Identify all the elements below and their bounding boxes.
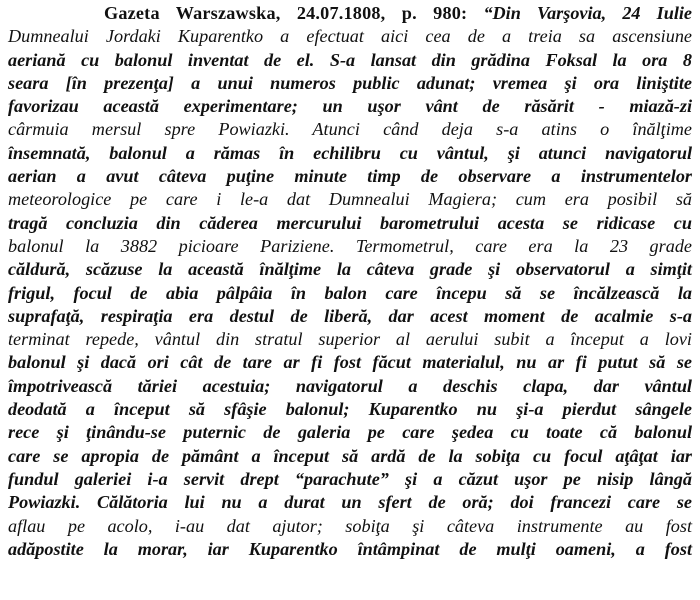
text-line: deodată a început să sfâşie balonul; Kuparentko nu şi-a pierdut sângele	[8, 399, 692, 420]
text-line: căldură, scăzuse la această înălţime la câteva grade şi observatorul a simţit	[8, 259, 692, 280]
text-line: cârmuia mersul spre Powiazki. Atunci când deja s-a atins o înălţime	[8, 119, 692, 140]
text-line: balonul şi dacă ori cât de tare ar fi fost făcut materialul, nu ar fi putut să se	[8, 352, 692, 373]
text-line: care se apropia de pământ a început să ardă de la sobiţa cu focul aţâţat iar	[8, 445, 692, 466]
text-line: adăpostite la morar, iar Kuparentko întâmpinat de mulţi oameni, a fost	[8, 538, 692, 559]
citation-source: Gazeta Warszawska, 24.07.1808, p. 980:	[104, 3, 468, 23]
text-line: fundul galeriei i-a servit drept “parachute” şi a căzut uşor pe nisip lângă	[8, 468, 692, 489]
text-line: Powiazki. Călătoria lui nu a durat un sfert de oră; doi francezi care se	[8, 492, 692, 513]
text-line: balonul la 3882 picioare Pariziene. Termometrul, care era la 23 grade	[8, 235, 692, 256]
text-line: Dumnealui Jordaki Kuparentko a efectuat aici cea de a treia sa ascensiune	[8, 26, 692, 47]
text-line: frigul, focul de abia pâlpâia în balon care începu să se încălzească la	[8, 282, 692, 303]
document-heading-line	[8, 2, 692, 25]
text-line: rece şi ţinându-se puternic de galeria pe care şedea cu toate că balonul	[8, 422, 692, 443]
text-line: tragă concluzia din căderea mercurului barometrului acesta se ridicase cu	[8, 212, 692, 233]
text-line: aerian a avut câteva puţine minute timp de observare a instrumentelor	[8, 166, 692, 187]
text-line: însemnată, balonul a rămas în echilibru cu vântul, şi atunci navigatorul	[8, 142, 692, 163]
quote-opening: “Din Varşovia, 24 Iulie	[483, 3, 693, 23]
text-line: seara [în prezenţa] a unui numeros public adunat; vremea şi ora liniştite	[8, 72, 692, 93]
document-page	[8, 2, 692, 561]
text-line: meteorologice pe care i le-a dat Dumnealui Magiera; cum era posibil să	[8, 189, 692, 210]
text-line: aflau pe acolo, i-au dat ajutor; sobiţa şi câteva instrumente au fost	[8, 515, 692, 536]
text-line: împotrivească tăriei acestuia; navigatorul a deschis clapa, dar vântul	[8, 375, 692, 396]
text-line: favorizau această experimentare; un uşor vânt de răsărit - miază-zi	[8, 96, 692, 117]
text-line: aeriană cu balonul inventat de el. S-a lansat din grădina Foksal la ora 8	[8, 49, 692, 70]
text-line: suprafaţă, respiraţia era destul de liberă, dar acest moment de acalmie s-a	[8, 305, 692, 326]
text-line: terminat repede, vântul din stratul superior al aerului subit a început a lovi	[8, 329, 692, 350]
